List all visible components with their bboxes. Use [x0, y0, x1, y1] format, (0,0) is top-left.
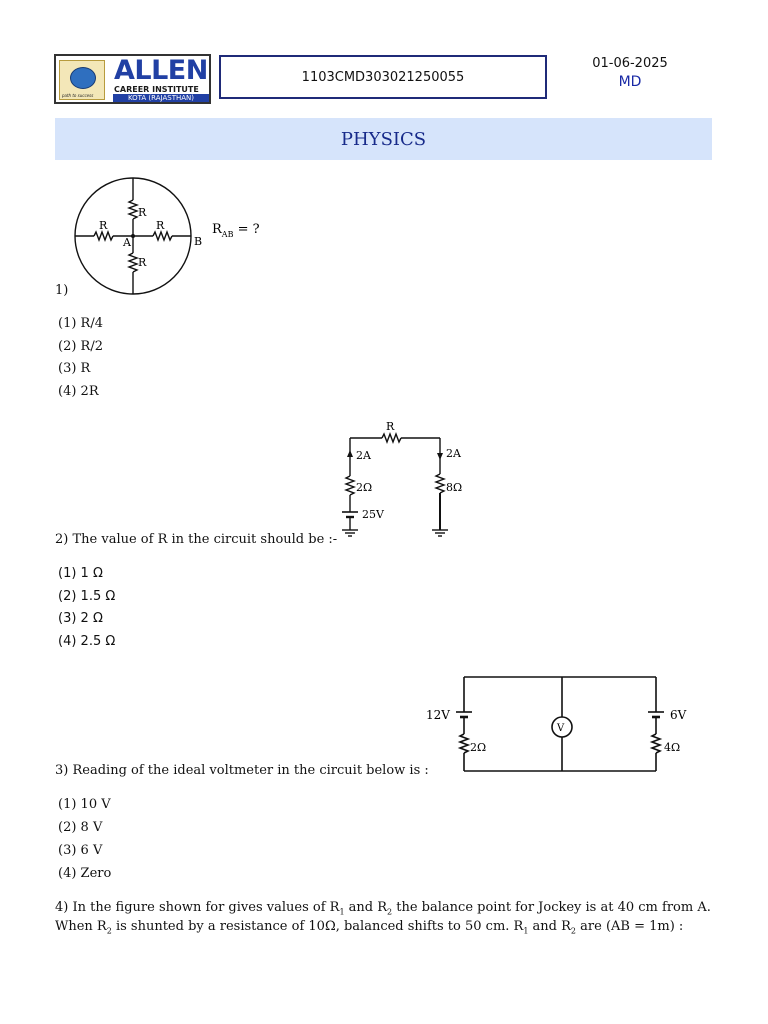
- q2-arrow-down-icon: [437, 453, 443, 460]
- q1-label-r-right: R: [156, 219, 165, 232]
- paper-code-box: [219, 55, 547, 99]
- q3-label-r-right: 4Ω: [664, 741, 681, 754]
- q3-label-r-left: 2Ω: [470, 741, 487, 754]
- q1-label-rab: $R_{AB}$ = ?: [212, 222, 260, 239]
- q2-circuit-figure: [336, 414, 476, 546]
- q3-label-e-left: 12V: [426, 708, 450, 722]
- q2-text: 2) The value of R in the circuit should be :-: [55, 532, 338, 547]
- q3-label-e-right: 6V: [670, 708, 687, 722]
- q1-label-r-bottom: R: [138, 256, 147, 269]
- q2-arrow-up-icon: [347, 450, 353, 457]
- q3-voltmeter-icon: V: [557, 723, 565, 734]
- exam-date: 01-06-2025: [592, 56, 668, 71]
- globe-icon: [70, 67, 96, 89]
- q3-option-2[interactable]: (2) 8 V: [58, 820, 103, 835]
- q2-label-r-right: 8Ω: [446, 481, 463, 494]
- q4-text-line-1: 4) In the figure shown for gives values of $R_1$ and $R_2$ the balance point for Jockey is at 40 cm from A.: [55, 900, 711, 917]
- logo-subtitle: CAREER INSTITUTE: [114, 85, 199, 94]
- subject-banner: [55, 118, 712, 160]
- q1-label-b: B: [194, 235, 203, 248]
- paper-code: 1103CMD303021250055: [301, 69, 465, 85]
- q4-text-line-2: When $R_2$ is shunted by a resistance of 10Ω, balanced shifts to 50 cm. $R_1$ and $R_2$ are (AB = 1m) :: [55, 919, 684, 936]
- logo-name: ALLEN: [114, 55, 208, 86]
- q1-option-1[interactable]: (1) R/4: [58, 316, 103, 331]
- q2-label-i-right: 2A: [446, 447, 461, 460]
- subject-title: PHYSICS: [340, 128, 427, 150]
- q3-text: 3) Reading of the ideal voltmeter in the circuit below is :: [55, 763, 429, 778]
- q3-option-4[interactable]: (4) Zero: [58, 866, 112, 881]
- q1-option-3[interactable]: (3) R: [58, 361, 91, 376]
- q2-label-r-left: 2Ω: [356, 481, 373, 494]
- allen-logo: [54, 54, 211, 104]
- q3-circuit-figure: [424, 672, 704, 776]
- q2-option-1[interactable]: (1) 1 Ω: [58, 566, 103, 581]
- q1-option-2[interactable]: (2) R/2: [58, 339, 103, 354]
- q2-label-r: R: [386, 420, 395, 433]
- q2-option-4[interactable]: (4) 2.5 Ω: [58, 634, 116, 649]
- q2-label-i-left: 2A: [356, 449, 371, 462]
- q1-number: 1): [55, 283, 69, 298]
- q3-option-3[interactable]: (3) 6 V: [58, 843, 103, 858]
- q2-label-emf: 25V: [362, 508, 384, 521]
- q1-circle-figure: [66, 176, 276, 296]
- logo-city: KOTA (RAJASTHAN): [113, 94, 209, 103]
- paper-set: MD: [618, 74, 642, 90]
- q2-option-2[interactable]: (2) 1.5 Ω: [58, 589, 116, 604]
- q2-option-3[interactable]: (3) 2 Ω: [58, 611, 103, 626]
- q1-label-r-left: R: [99, 219, 108, 232]
- logo-tagline: path to success: [62, 93, 94, 98]
- q1-label-r-top: R: [138, 206, 147, 219]
- q1-label-a: A: [123, 236, 131, 249]
- logo-emblem-icon: [59, 60, 105, 100]
- q3-option-1[interactable]: (1) 10 V: [58, 797, 111, 812]
- q1-option-4[interactable]: (4) 2R: [58, 384, 99, 399]
